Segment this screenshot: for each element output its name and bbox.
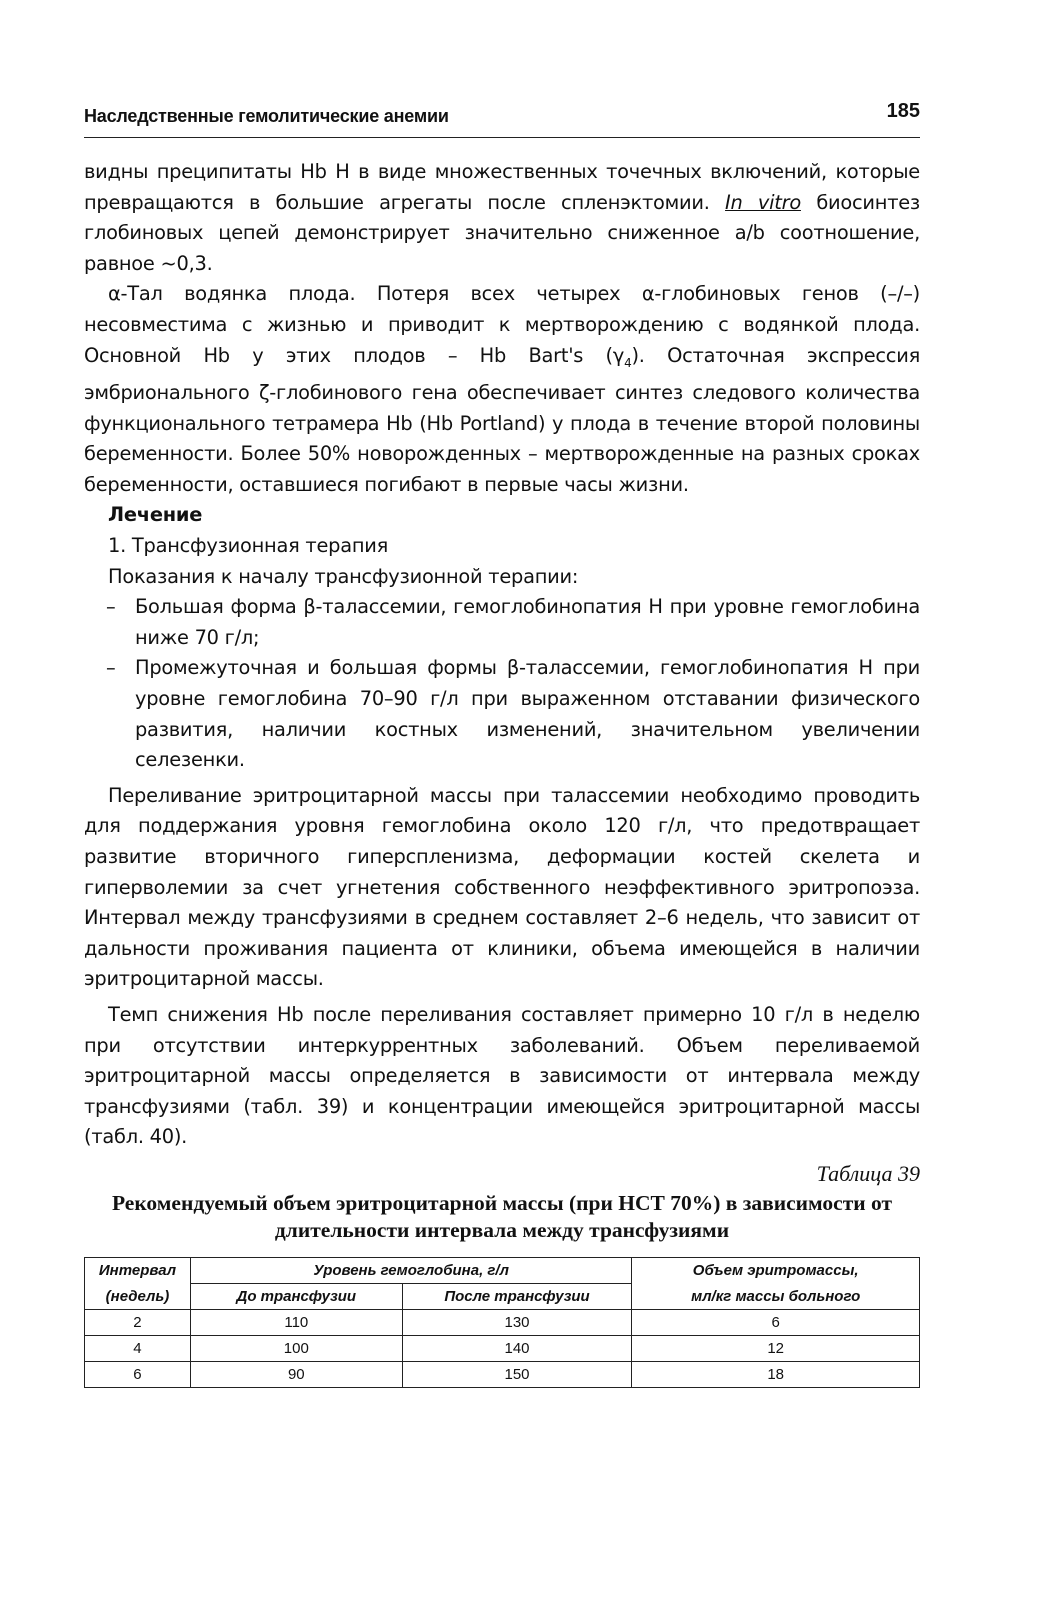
table-row (85, 1336, 920, 1362)
cell-after: 140 (402, 1336, 632, 1362)
cell-before: 90 (190, 1362, 402, 1388)
paragraph-4: Темп снижения Hb после переливания составляет примерно 10 г/л в неделю при отсутствии интеркуррентных заболеваний. Объем переливаемой эритроцитарной массы определяется в зависимости от интервала между трансфузиями (табл. 39) и концентрации имеющейся эритроцитарной массы (табл. 40). (84, 1002, 920, 1149)
paragraph-2: α-Тал водянка плода. Потеря всех четырех α-глобиновых генов (–/–) несовместима с жизнью и приводит к мертворождению с водянкой плода. Основной Hb у этих плодов – Hb Bart's $(\gamma_4)$. Остаточная экспрессия эмбрионального ζ-глобинового гена обеспечивает синтез следового количества функционального тетрамера Hb (Hb Portland) у плода в течение второй половины беременности. Более 50% новорожденных – мертворожденные на разных сроках беременности, оставшиеся погибают в первые часы жизни. (84, 282, 920, 496)
cell-interval: 6 (85, 1362, 191, 1388)
cell-before: 110 (190, 1310, 402, 1336)
list-item: – Большая форма β-талассемии, гемоглобинопатия H при уровне гемоглобина ниже 70 г/л; (84, 592, 920, 653)
in-vitro-term: In vitro (725, 190, 801, 214)
indications-list (84, 592, 920, 776)
table-row (85, 1362, 920, 1388)
transfusion-volume-table (84, 1257, 920, 1388)
header-interval: Интервал (85, 1258, 191, 1284)
cell-after: 130 (402, 1310, 632, 1336)
cell-volume: 18 (632, 1362, 920, 1388)
header-volume: Объем эритромассы, (632, 1258, 920, 1284)
cell-interval: 4 (85, 1336, 191, 1362)
header-hemoglobin-level: Уровень гемоглобина, г/л (190, 1258, 631, 1284)
cell-before: 100 (190, 1336, 402, 1362)
body-text (84, 157, 920, 1153)
header-volume-unit: мл/кг массы больного (632, 1284, 920, 1310)
treatment-item-1: 1. Трансфузионная терапия (108, 534, 389, 557)
cell-volume: 12 (632, 1336, 920, 1362)
cell-after: 150 (402, 1362, 632, 1388)
paragraph-3: Переливание эритроцитарной массы при талассемии необходимо проводить для поддержания уровня гемоглобина около 120 г/л, что предотвращает развитие вторичного гиперспленизма, деформации костей скелета и гиперволемии за счет угнетения собственного неэффективного эритропоэза. Интервал между трансфузиями в среднем составляет 2–6 недель, что зависит от дальности проживания пациента от клиники, объема имеющейся в наличии эритроцитарной массы. (84, 783, 920, 991)
page-number: 185 (886, 100, 920, 122)
treatment-heading: Лечение (108, 503, 203, 527)
cell-volume: 6 (632, 1310, 920, 1336)
header-rule (84, 137, 920, 138)
running-header-title: Наследственные гемолитические анемии (84, 106, 449, 126)
list-item: – Промежуточная и большая формы β-талассемии, гемоглобинопатия H при уровне гемоглобина 70–90 г/л при выраженном отставании физического развития, наличии костных изменений, значительном увеличении селезенки. (84, 653, 920, 775)
gamma-subscript: 4 (624, 355, 632, 370)
header-before-transfusion: До трансфузии (190, 1284, 402, 1310)
table-row (85, 1310, 920, 1336)
table-number: Таблица 39 (816, 1161, 920, 1186)
header-interval-unit: (недель) (85, 1284, 191, 1310)
cell-interval: 2 (85, 1310, 191, 1336)
indications-label: Показания к началу трансфузионной терапии: (108, 564, 579, 588)
table-title: Рекомендуемый объем эритроцитарной массы (при НСТ 70%) в зависимости от длительности интервала между трансфузиями (111, 1191, 893, 1242)
paragraph-1: видны преципитаты Hb H в виде множественных точечных включений, которые превращаются в большие агрегаты после спленэктомии. In vitro биосинтез глобиновых цепей демонстрирует значительно сниженное a/b соотношение, равное ~0,3. (84, 160, 920, 275)
table-caption (84, 1160, 920, 1244)
header-after-transfusion: После трансфузии (402, 1284, 632, 1310)
running-header (84, 100, 920, 130)
